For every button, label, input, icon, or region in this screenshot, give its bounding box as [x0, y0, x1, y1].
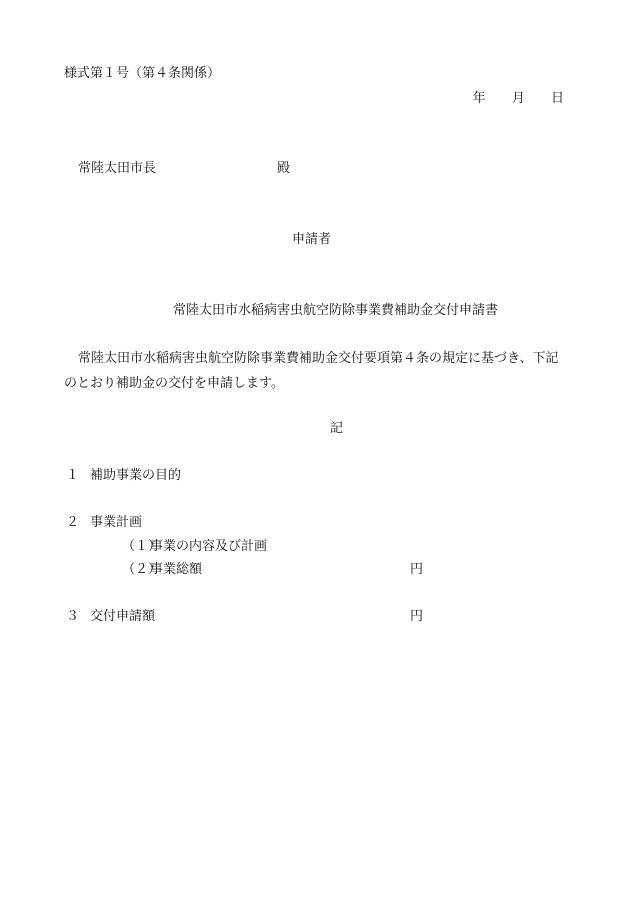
item-1: [66, 468, 181, 484]
item-2-1: [122, 539, 267, 555]
date-day-label: 日: [550, 91, 564, 106]
body-text-line-1: 常陸太田市水稲病害虫航空防除事業費補助金交付要項第４条の規定に基づき、下記: [78, 351, 559, 366]
body-text-line-2: のとおり補助金の交付を申請します。: [64, 376, 284, 391]
recipient-honorific: 殿: [277, 161, 291, 176]
item-2-number: ２: [66, 515, 80, 530]
date-year-label: 年: [472, 91, 486, 106]
recipient-name: 常陸太田市長: [78, 161, 157, 176]
item-3-label: 交付申請額: [90, 609, 156, 624]
item-3-unit: 円: [410, 609, 424, 624]
item-1-label: 補助事業の目的: [90, 468, 182, 483]
item-1-number: １: [66, 468, 80, 483]
item-2-2-number: （２）: [122, 562, 162, 577]
item-2-2-unit: 円: [410, 562, 424, 577]
item-2-2: [122, 562, 202, 578]
item-2-label: 事業計画: [90, 515, 143, 530]
item-2-2-label: 事業総額: [150, 562, 203, 577]
item-3: [66, 609, 155, 625]
item-2-1-label: 事業の内容及び計画: [150, 539, 268, 554]
ki-heading: 記: [330, 421, 344, 436]
form-number: 様式第１号（第４条関係）: [64, 66, 221, 81]
date-line: [473, 91, 564, 107]
date-month-label: 月: [511, 91, 525, 106]
item-3-number: ３: [66, 609, 80, 624]
document-title: 常陸太田市水稲病害虫航空防除事業費補助金交付申請書: [173, 303, 499, 318]
item-2: [66, 515, 142, 531]
item-2-1-number: （１）: [122, 539, 162, 554]
applicant-label: 申請者: [292, 232, 332, 247]
